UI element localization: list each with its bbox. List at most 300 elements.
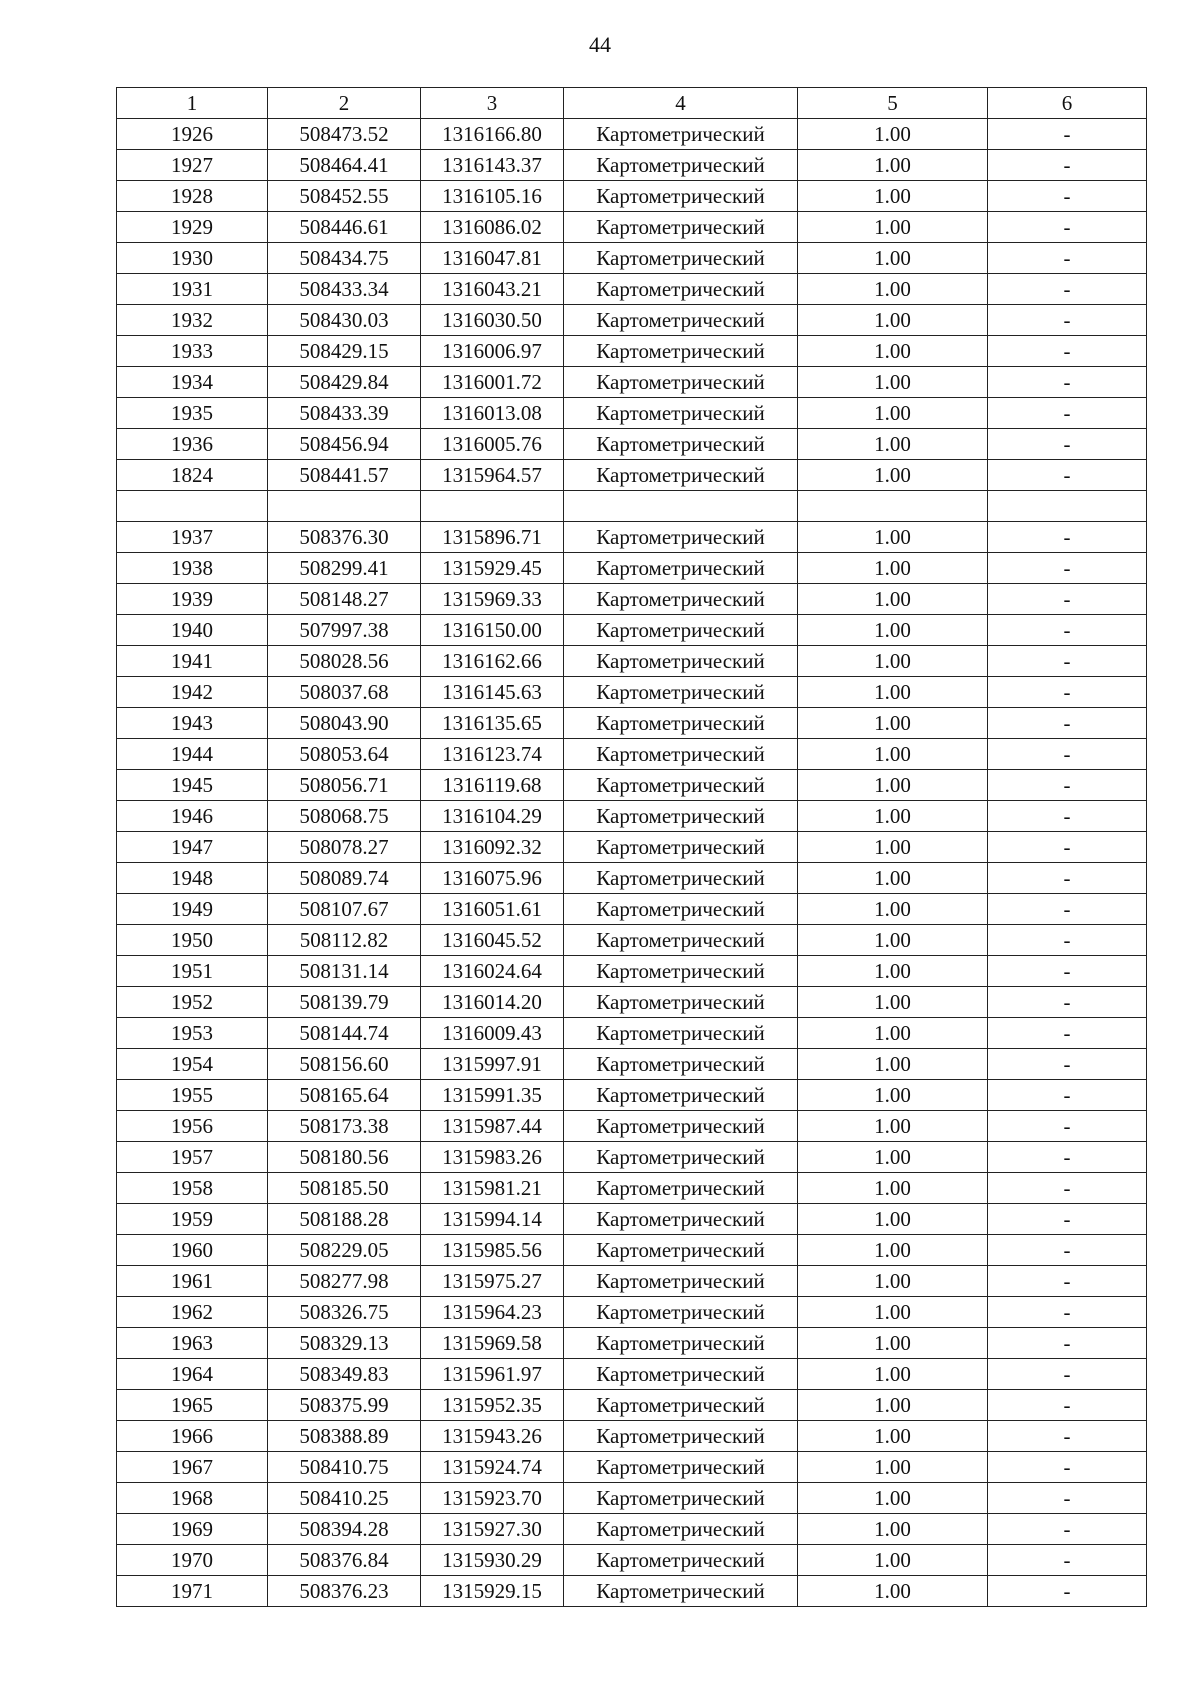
- table-row: [117, 460, 1147, 491]
- cell-x-coordinate: 508456.94: [268, 429, 421, 460]
- table-row: [117, 1297, 1147, 1328]
- cell-note: -: [988, 987, 1147, 1018]
- cell-note: -: [988, 708, 1147, 739]
- cell-note: -: [988, 1018, 1147, 1049]
- cell-accuracy: [798, 491, 988, 522]
- cell-x-coordinate: 508473.52: [268, 119, 421, 150]
- cell-method: Картометрический: [564, 1266, 798, 1297]
- cell-method: Картометрический: [564, 987, 798, 1018]
- cell-x-coordinate: 508376.23: [268, 1576, 421, 1607]
- cell-note: -: [988, 1173, 1147, 1204]
- cell-accuracy: 1.00: [798, 553, 988, 584]
- cell-accuracy: 1.00: [798, 1297, 988, 1328]
- table-row: [117, 1452, 1147, 1483]
- cell-point-number: 1963: [117, 1328, 268, 1359]
- cell-x-coordinate: 508056.71: [268, 770, 421, 801]
- cell-accuracy: 1.00: [798, 1235, 988, 1266]
- cell-note: -: [988, 1204, 1147, 1235]
- table-row: [117, 1080, 1147, 1111]
- cell-x-coordinate: 508173.38: [268, 1111, 421, 1142]
- cell-note: -: [988, 801, 1147, 832]
- cell-accuracy: 1.00: [798, 1111, 988, 1142]
- cell-y-coordinate: 1315981.21: [421, 1173, 564, 1204]
- cell-point-number: 1945: [117, 770, 268, 801]
- cell-method: Картометрический: [564, 336, 798, 367]
- cell-accuracy: 1.00: [798, 677, 988, 708]
- cell-accuracy: 1.00: [798, 1080, 988, 1111]
- cell-y-coordinate: 1316075.96: [421, 863, 564, 894]
- cell-note: -: [988, 1545, 1147, 1576]
- cell-point-number: 1930: [117, 243, 268, 274]
- cell-method: Картометрический: [564, 832, 798, 863]
- cell-y-coordinate: 1316047.81: [421, 243, 564, 274]
- cell-point-number: 1824: [117, 460, 268, 491]
- table-row: [117, 1204, 1147, 1235]
- cell-accuracy: 1.00: [798, 181, 988, 212]
- cell-point-number: 1940: [117, 615, 268, 646]
- table-row: [117, 1328, 1147, 1359]
- cell-method: Картометрический: [564, 243, 798, 274]
- cell-point-number: 1926: [117, 119, 268, 150]
- table-row: [117, 1111, 1147, 1142]
- cell-method: Картометрический: [564, 522, 798, 553]
- cell-y-coordinate: 1316166.80: [421, 119, 564, 150]
- cell-accuracy: 1.00: [798, 1545, 988, 1576]
- cell-point-number: 1955: [117, 1080, 268, 1111]
- cell-method: Картометрический: [564, 1204, 798, 1235]
- cell-y-coordinate: 1315997.91: [421, 1049, 564, 1080]
- cell-accuracy: 1.00: [798, 1266, 988, 1297]
- table-row: [117, 832, 1147, 863]
- cell-y-coordinate: 1315927.30: [421, 1514, 564, 1545]
- table-row: [117, 1421, 1147, 1452]
- cell-accuracy: 1.00: [798, 708, 988, 739]
- header-cell-2: 2: [268, 88, 421, 119]
- cell-x-coordinate: 508376.84: [268, 1545, 421, 1576]
- cell-point-number: 1952: [117, 987, 268, 1018]
- cell-y-coordinate: 1316024.64: [421, 956, 564, 987]
- cell-x-coordinate: 508139.79: [268, 987, 421, 1018]
- cell-x-coordinate: 508394.28: [268, 1514, 421, 1545]
- cell-method: Картометрический: [564, 863, 798, 894]
- table-row: [117, 1018, 1147, 1049]
- cell-x-coordinate: 508037.68: [268, 677, 421, 708]
- cell-method: Картометрический: [564, 553, 798, 584]
- cell-point-number: 1954: [117, 1049, 268, 1080]
- table-row: [117, 429, 1147, 460]
- cell-accuracy: 1.00: [798, 212, 988, 243]
- cell-note: -: [988, 1390, 1147, 1421]
- cell-point-number: 1941: [117, 646, 268, 677]
- cell-y-coordinate: 1316143.37: [421, 150, 564, 181]
- cell-method: Картометрический: [564, 398, 798, 429]
- cell-point-number: 1939: [117, 584, 268, 615]
- cell-accuracy: 1.00: [798, 522, 988, 553]
- cell-method: Картометрический: [564, 1483, 798, 1514]
- cell-x-coordinate: 508326.75: [268, 1297, 421, 1328]
- cell-point-number: 1950: [117, 925, 268, 956]
- cell-accuracy: 1.00: [798, 1576, 988, 1607]
- cell-method: Картометрический: [564, 1018, 798, 1049]
- cell-point-number: 1968: [117, 1483, 268, 1514]
- cell-note: -: [988, 1297, 1147, 1328]
- cell-accuracy: 1.00: [798, 1049, 988, 1080]
- cell-y-coordinate: 1315987.44: [421, 1111, 564, 1142]
- cell-note: -: [988, 584, 1147, 615]
- table-row: [117, 243, 1147, 274]
- table-row: [117, 491, 1147, 522]
- cell-note: -: [988, 553, 1147, 584]
- cell-x-coordinate: 508028.56: [268, 646, 421, 677]
- table-row: [117, 1049, 1147, 1080]
- cell-y-coordinate: 1315943.26: [421, 1421, 564, 1452]
- cell-note: -: [988, 119, 1147, 150]
- cell-point-number: 1969: [117, 1514, 268, 1545]
- cell-point-number: 1960: [117, 1235, 268, 1266]
- cell-accuracy: 1.00: [798, 1514, 988, 1545]
- cell-y-coordinate: 1315929.45: [421, 553, 564, 584]
- cell-note: -: [988, 1049, 1147, 1080]
- cell-note: -: [988, 1483, 1147, 1514]
- cell-note: -: [988, 212, 1147, 243]
- cell-x-coordinate: 508329.13: [268, 1328, 421, 1359]
- cell-method: Картометрический: [564, 1452, 798, 1483]
- cell-x-coordinate: 508156.60: [268, 1049, 421, 1080]
- cell-method: Картометрический: [564, 770, 798, 801]
- cell-method: Картометрический: [564, 1297, 798, 1328]
- cell-y-coordinate: 1315975.27: [421, 1266, 564, 1297]
- cell-point-number: 1944: [117, 739, 268, 770]
- cell-method: Картометрический: [564, 1514, 798, 1545]
- cell-x-coordinate: 508148.27: [268, 584, 421, 615]
- cell-point-number: 1957: [117, 1142, 268, 1173]
- cell-y-coordinate: 1316006.97: [421, 336, 564, 367]
- table-row: [117, 1545, 1147, 1576]
- cell-accuracy: 1.00: [798, 336, 988, 367]
- cell-method: Картометрический: [564, 615, 798, 646]
- page-number: 44: [589, 32, 611, 57]
- cell-point-number: 1938: [117, 553, 268, 584]
- cell-y-coordinate: 1316051.61: [421, 894, 564, 925]
- cell-method: Картометрический: [564, 801, 798, 832]
- cell-method: Картометрический: [564, 1328, 798, 1359]
- cell-point-number: 1959: [117, 1204, 268, 1235]
- cell-x-coordinate: 508144.74: [268, 1018, 421, 1049]
- table-row: [117, 1576, 1147, 1607]
- cell-x-coordinate: 508053.64: [268, 739, 421, 770]
- cell-point-number: 1961: [117, 1266, 268, 1297]
- cell-y-coordinate: 1315930.29: [421, 1545, 564, 1576]
- table-row: [117, 1359, 1147, 1390]
- table-row: [117, 770, 1147, 801]
- cell-y-coordinate: 1316092.32: [421, 832, 564, 863]
- cell-point-number: 1964: [117, 1359, 268, 1390]
- cell-x-coordinate: 508180.56: [268, 1142, 421, 1173]
- cell-note: -: [988, 863, 1147, 894]
- cell-note: -: [988, 305, 1147, 336]
- table-row: [117, 1514, 1147, 1545]
- cell-point-number: 1970: [117, 1545, 268, 1576]
- cell-accuracy: 1.00: [798, 1452, 988, 1483]
- cell-accuracy: 1.00: [798, 956, 988, 987]
- cell-method: Картометрический: [564, 1111, 798, 1142]
- table-row: [117, 522, 1147, 553]
- cell-accuracy: 1.00: [798, 801, 988, 832]
- cell-method: Картометрический: [564, 1576, 798, 1607]
- header-cell-5: 5: [798, 88, 988, 119]
- cell-y-coordinate: 1315985.56: [421, 1235, 564, 1266]
- cell-x-coordinate: 508375.99: [268, 1390, 421, 1421]
- cell-accuracy: 1.00: [798, 1204, 988, 1235]
- cell-method: Картометрический: [564, 584, 798, 615]
- cell-note: [988, 491, 1147, 522]
- table-row: [117, 336, 1147, 367]
- table-header: [117, 88, 1147, 119]
- cell-note: -: [988, 677, 1147, 708]
- table-row: [117, 305, 1147, 336]
- cell-point-number: 1947: [117, 832, 268, 863]
- cell-note: -: [988, 1142, 1147, 1173]
- cell-x-coordinate: 508188.28: [268, 1204, 421, 1235]
- cell-x-coordinate: 508185.50: [268, 1173, 421, 1204]
- header-cell-1: 1: [117, 88, 268, 119]
- cell-accuracy: 1.00: [798, 1173, 988, 1204]
- cell-x-coordinate: 508433.34: [268, 274, 421, 305]
- table-row: [117, 398, 1147, 429]
- cell-point-number: 1962: [117, 1297, 268, 1328]
- cell-method: Картометрический: [564, 460, 798, 491]
- cell-point-number: 1935: [117, 398, 268, 429]
- cell-y-coordinate: 1315994.14: [421, 1204, 564, 1235]
- cell-y-coordinate: 1316145.63: [421, 677, 564, 708]
- cell-x-coordinate: 508277.98: [268, 1266, 421, 1297]
- cell-accuracy: 1.00: [798, 1483, 988, 1514]
- cell-x-coordinate: [268, 491, 421, 522]
- cell-accuracy: 1.00: [798, 863, 988, 894]
- cell-y-coordinate: 1316014.20: [421, 987, 564, 1018]
- cell-accuracy: 1.00: [798, 739, 988, 770]
- table-row: [117, 212, 1147, 243]
- cell-accuracy: 1.00: [798, 1421, 988, 1452]
- table-row: [117, 863, 1147, 894]
- cell-y-coordinate: 1315924.74: [421, 1452, 564, 1483]
- cell-y-coordinate: 1315969.58: [421, 1328, 564, 1359]
- cell-note: -: [988, 894, 1147, 925]
- cell-note: -: [988, 925, 1147, 956]
- cell-x-coordinate: 508464.41: [268, 150, 421, 181]
- cell-point-number: 1937: [117, 522, 268, 553]
- cell-note: -: [988, 367, 1147, 398]
- cell-x-coordinate: 508433.39: [268, 398, 421, 429]
- cell-accuracy: 1.00: [798, 429, 988, 460]
- table-row: [117, 1483, 1147, 1514]
- cell-y-coordinate: 1316104.29: [421, 801, 564, 832]
- cell-method: Картометрический: [564, 739, 798, 770]
- cell-method: Картометрический: [564, 1235, 798, 1266]
- table-row: [117, 367, 1147, 398]
- cell-x-coordinate: 508441.57: [268, 460, 421, 491]
- table-row: [117, 1235, 1147, 1266]
- cell-note: -: [988, 1359, 1147, 1390]
- table-row: [117, 150, 1147, 181]
- cell-accuracy: 1.00: [798, 243, 988, 274]
- cell-accuracy: 1.00: [798, 832, 988, 863]
- table-row: [117, 119, 1147, 150]
- cell-method: Картометрический: [564, 677, 798, 708]
- table-row: [117, 1142, 1147, 1173]
- cell-note: -: [988, 460, 1147, 491]
- cell-y-coordinate: 1315961.97: [421, 1359, 564, 1390]
- cell-note: -: [988, 739, 1147, 770]
- cell-point-number: 1942: [117, 677, 268, 708]
- cell-y-coordinate: 1315964.57: [421, 460, 564, 491]
- cell-point-number: 1928: [117, 181, 268, 212]
- cell-method: Картометрический: [564, 1359, 798, 1390]
- cell-point-number: 1953: [117, 1018, 268, 1049]
- cell-method: Картометрический: [564, 119, 798, 150]
- cell-x-coordinate: 508299.41: [268, 553, 421, 584]
- cell-accuracy: 1.00: [798, 925, 988, 956]
- cell-note: -: [988, 181, 1147, 212]
- cell-x-coordinate: 508112.82: [268, 925, 421, 956]
- cell-accuracy: 1.00: [798, 1328, 988, 1359]
- cell-x-coordinate: 508446.61: [268, 212, 421, 243]
- cell-x-coordinate: 508452.55: [268, 181, 421, 212]
- table-row: [117, 894, 1147, 925]
- cell-method: Картометрический: [564, 646, 798, 677]
- cell-point-number: 1929: [117, 212, 268, 243]
- header-cell-4: 4: [564, 88, 798, 119]
- cell-point-number: 1932: [117, 305, 268, 336]
- cell-y-coordinate: 1315991.35: [421, 1080, 564, 1111]
- table-row: [117, 677, 1147, 708]
- table-row: [117, 708, 1147, 739]
- cell-x-coordinate: 508410.25: [268, 1483, 421, 1514]
- cell-point-number: 1931: [117, 274, 268, 305]
- cell-x-coordinate: 508410.75: [268, 1452, 421, 1483]
- cell-note: -: [988, 1266, 1147, 1297]
- cell-note: -: [988, 429, 1147, 460]
- cell-y-coordinate: 1315896.71: [421, 522, 564, 553]
- cell-method: Картометрический: [564, 1173, 798, 1204]
- cell-x-coordinate: 508043.90: [268, 708, 421, 739]
- cell-x-coordinate: 508429.15: [268, 336, 421, 367]
- cell-method: Картометрический: [564, 1049, 798, 1080]
- cell-method: Картометрический: [564, 367, 798, 398]
- cell-y-coordinate: 1316043.21: [421, 274, 564, 305]
- table-body: [117, 119, 1147, 1607]
- cell-x-coordinate: 507997.38: [268, 615, 421, 646]
- cell-point-number: 1971: [117, 1576, 268, 1607]
- table-row: [117, 615, 1147, 646]
- cell-point-number: 1951: [117, 956, 268, 987]
- cell-note: -: [988, 522, 1147, 553]
- cell-point-number: 1927: [117, 150, 268, 181]
- cell-method: Картометрический: [564, 1390, 798, 1421]
- cell-y-coordinate: 1316105.16: [421, 181, 564, 212]
- cell-method: Картометрический: [564, 1142, 798, 1173]
- cell-note: -: [988, 646, 1147, 677]
- header-cell-6: 6: [988, 88, 1147, 119]
- table-row: [117, 584, 1147, 615]
- cell-point-number: 1949: [117, 894, 268, 925]
- cell-note: -: [988, 615, 1147, 646]
- cell-x-coordinate: 508089.74: [268, 863, 421, 894]
- cell-y-coordinate: 1315923.70: [421, 1483, 564, 1514]
- cell-accuracy: 1.00: [798, 584, 988, 615]
- cell-x-coordinate: 508078.27: [268, 832, 421, 863]
- cell-y-coordinate: 1316135.65: [421, 708, 564, 739]
- cell-y-coordinate: 1316086.02: [421, 212, 564, 243]
- cell-y-coordinate: 1316030.50: [421, 305, 564, 336]
- table-row: [117, 274, 1147, 305]
- cell-note: -: [988, 1576, 1147, 1607]
- cell-point-number: 1946: [117, 801, 268, 832]
- cell-y-coordinate: 1316119.68: [421, 770, 564, 801]
- cell-point-number: 1933: [117, 336, 268, 367]
- cell-point-number: 1967: [117, 1452, 268, 1483]
- cell-method: Картометрический: [564, 925, 798, 956]
- table-row: [117, 956, 1147, 987]
- cell-accuracy: 1.00: [798, 119, 988, 150]
- cell-accuracy: 1.00: [798, 770, 988, 801]
- cell-note: -: [988, 1421, 1147, 1452]
- cell-y-coordinate: 1316005.76: [421, 429, 564, 460]
- cell-note: -: [988, 1514, 1147, 1545]
- cell-x-coordinate: 508229.05: [268, 1235, 421, 1266]
- cell-accuracy: 1.00: [798, 1390, 988, 1421]
- cell-accuracy: 1.00: [798, 894, 988, 925]
- cell-note: -: [988, 1080, 1147, 1111]
- cell-y-coordinate: [421, 491, 564, 522]
- cell-accuracy: 1.00: [798, 1359, 988, 1390]
- cell-accuracy: 1.00: [798, 1018, 988, 1049]
- table-row: [117, 801, 1147, 832]
- table-row: [117, 646, 1147, 677]
- cell-point-number: 1934: [117, 367, 268, 398]
- cell-method: Картометрический: [564, 894, 798, 925]
- cell-point-number: 1956: [117, 1111, 268, 1142]
- cell-point-number: 1948: [117, 863, 268, 894]
- table-row: [117, 925, 1147, 956]
- table-row: [117, 739, 1147, 770]
- cell-point-number: 1966: [117, 1421, 268, 1452]
- cell-accuracy: 1.00: [798, 367, 988, 398]
- cell-y-coordinate: 1316123.74: [421, 739, 564, 770]
- cell-y-coordinate: 1316001.72: [421, 367, 564, 398]
- cell-y-coordinate: 1316162.66: [421, 646, 564, 677]
- cell-accuracy: 1.00: [798, 150, 988, 181]
- cell-method: Картометрический: [564, 429, 798, 460]
- cell-x-coordinate: 508376.30: [268, 522, 421, 553]
- cell-note: -: [988, 770, 1147, 801]
- table-row: [117, 553, 1147, 584]
- table-row: [117, 1173, 1147, 1204]
- cell-method: Картометрический: [564, 956, 798, 987]
- cell-note: -: [988, 150, 1147, 181]
- cell-method: Картометрический: [564, 1421, 798, 1452]
- cell-accuracy: 1.00: [798, 615, 988, 646]
- coordinates-table: [116, 87, 1147, 1607]
- cell-method: Картометрический: [564, 150, 798, 181]
- cell-point-number: [117, 491, 268, 522]
- cell-x-coordinate: 508068.75: [268, 801, 421, 832]
- cell-point-number: 1936: [117, 429, 268, 460]
- table-row: [117, 1390, 1147, 1421]
- cell-method: Картометрический: [564, 1545, 798, 1576]
- header-row: [117, 88, 1147, 119]
- cell-accuracy: 1.00: [798, 987, 988, 1018]
